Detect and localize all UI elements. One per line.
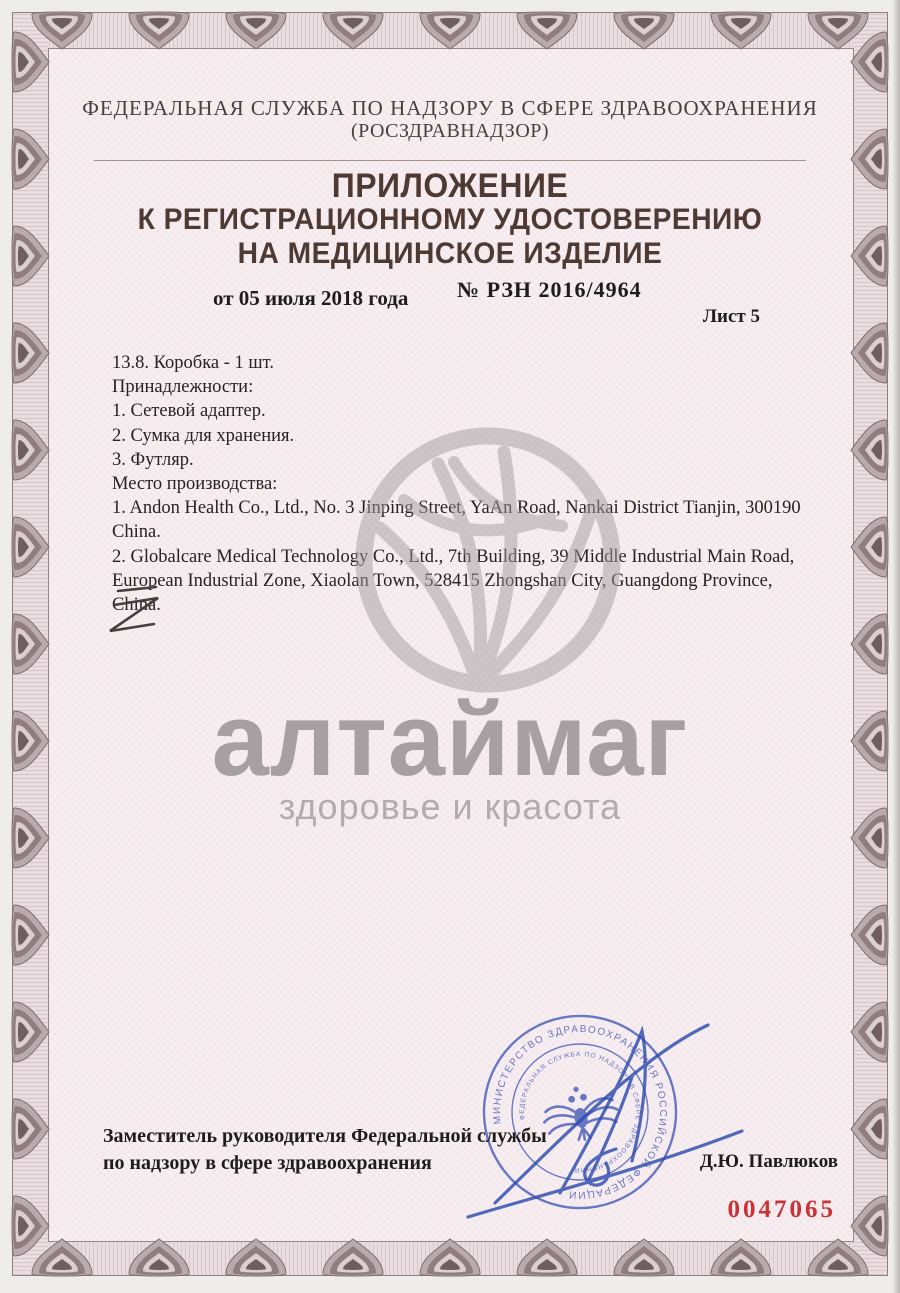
body-line: 1. Сетевой адаптер. [112,401,266,422]
issuer-short-name: (РОСЗДРАВНАДЗОР) [350,120,550,142]
stamp-inner-text: ФЕДЕРАЛЬНАЯ СЛУЖБА ПО НАДЗОРУ В СФЕРЕ ЗДРАВООХРАНЕНИЯ [518,1050,642,1174]
end-of-text-mark-icon [104,584,168,640]
body-line: 3. Футляр. [112,449,194,470]
watermark-logo-icon [348,420,628,700]
body-line: 2. Globalcare Medical Technology Co., Ltd., 7th Building, 39 Middle Industrial Main Road, [112,546,795,567]
stamp-outer-text: МИНИСТЕРСТВО ЗДРАВООХРАНЕНИЯ РОССИЙСКОЙ ФЕДЕРАЦИИ [491,1023,669,1201]
document-title-line2: К РЕГИСТРАЦИОННОМУ УДОСТОВЕРЕНИЮ [137,203,763,236]
body-line: 2. Сумка для хранения. [112,425,295,446]
body-line: European Industrial Zone, Xiaolan Town, 528415 Zhongshan City, Guangdong Province, [112,570,773,591]
body-line: China. [112,522,161,543]
signer-name: Д.Ю. Павлюков [699,1151,838,1172]
watermark-brand: алтаймаг [211,682,689,797]
signer-title-line2: по надзору в сфере здравоохранения [103,1152,432,1174]
document-title-line1: ПРИЛОЖЕНИЕ [331,167,569,205]
registration-number: № РЗН 2016/4964 [457,277,642,302]
scan-edge-shadow [892,0,900,1293]
document-title-line3: НА МЕДИЦИНСКОЕ ИЗДЕЛИЕ [237,237,663,270]
sheet-number: Лист 5 [702,306,760,327]
issuer-name: ФЕДЕРАЛЬНАЯ СЛУЖБА ПО НАДЗОРУ В СФЕРЕ ЗДРАВООХРАНЕНИЯ [82,96,818,120]
body-line: 13.8. Коробка - 1 шт. [112,353,274,373]
signature-icon [440,985,770,1225]
body-line: Место производства: [112,474,278,495]
body-line: Принадлежности: [112,377,254,398]
signer-title-line1: Заместитель руководителя Федеральной службы [103,1125,547,1147]
body-line: 1. Andon Health Co., Ltd., No. 3 Jinping Street, YaAn Road, Nankai District Tianjin, 300190 [112,498,801,519]
issue-date: от 05 июля 2018 года [213,286,409,310]
body-line: China. [112,595,161,616]
watermark-tagline: здоровье и красота [278,786,622,827]
serial-number: 0047065 [727,1196,836,1223]
header-divider [94,160,806,161]
